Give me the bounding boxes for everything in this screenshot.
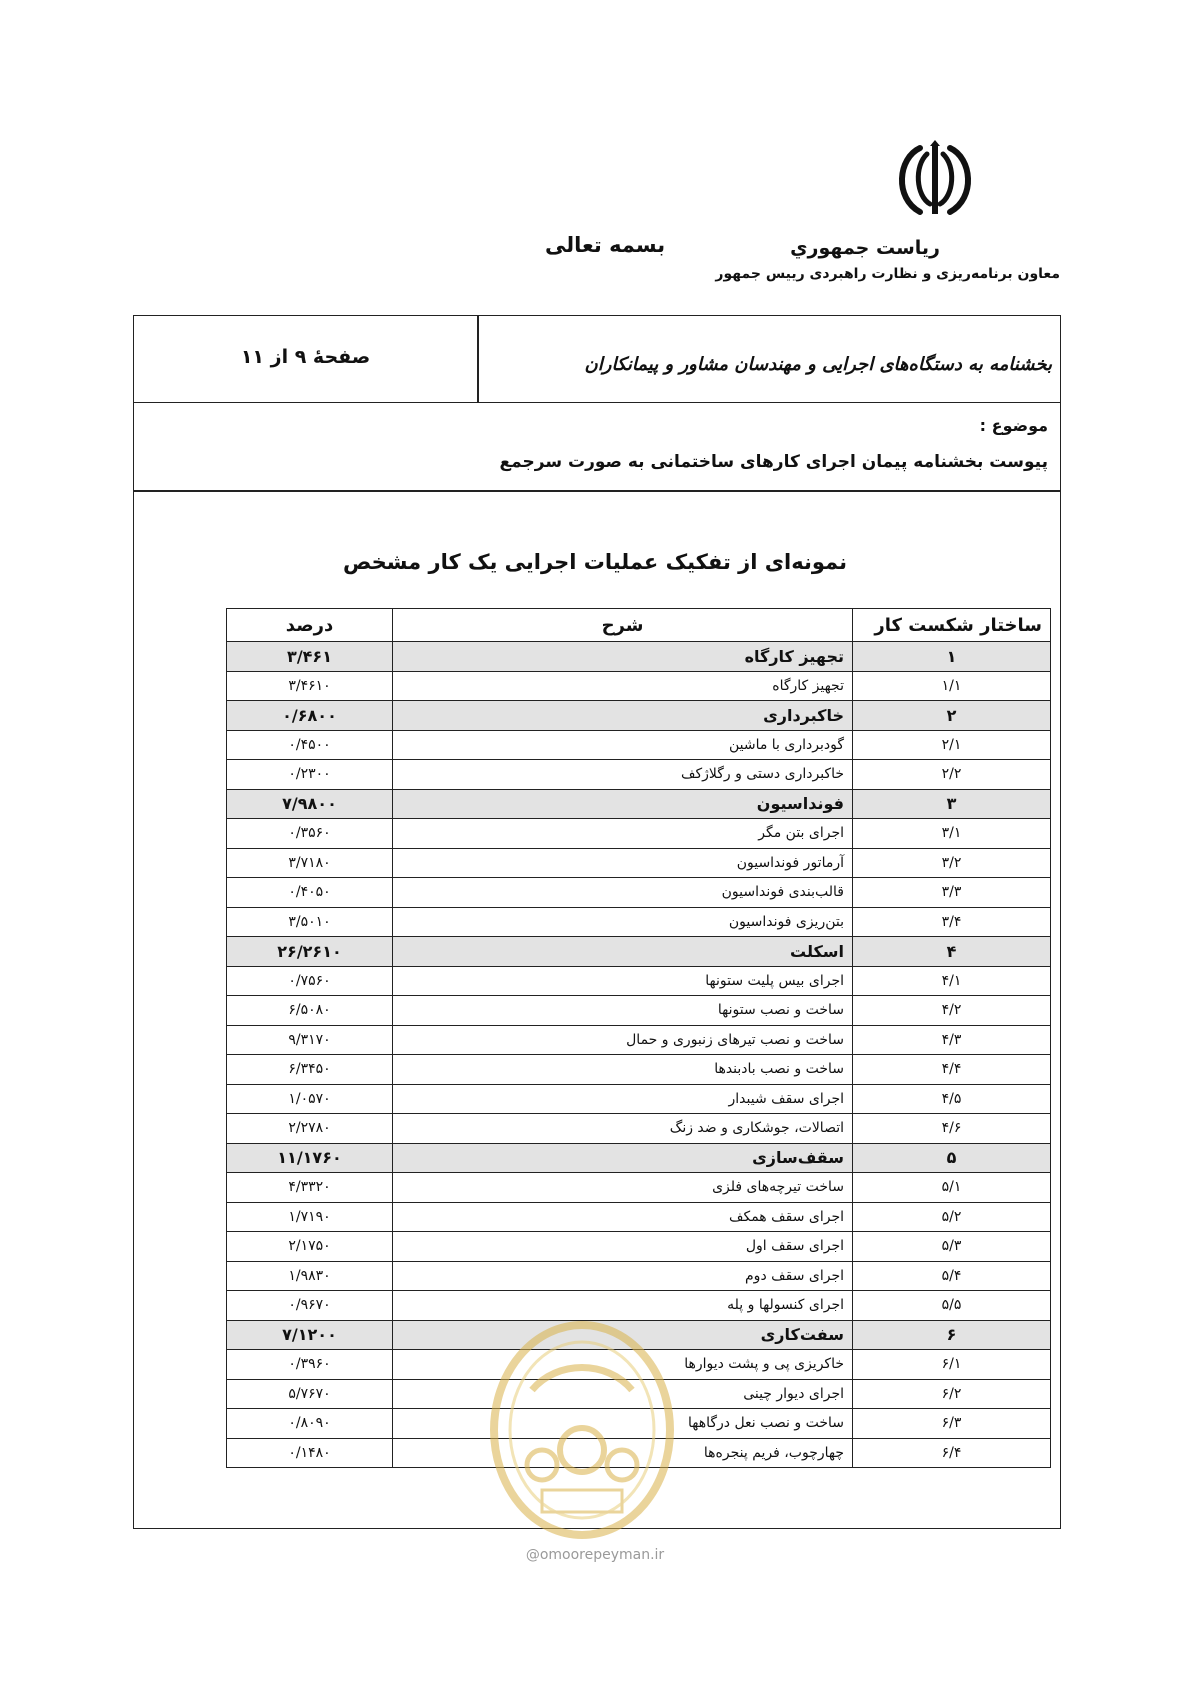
- header-percent: درصد: [227, 609, 393, 642]
- wbs-code-cell: ۲/۱: [853, 730, 1051, 760]
- description-cell: ساخت و نصب ستونها: [393, 996, 853, 1026]
- table-group-row: [227, 1143, 1051, 1173]
- table-group-row: [227, 701, 1051, 731]
- table-row: [227, 1438, 1051, 1468]
- description-cell: ساخت و نصب نعل درگاهها: [393, 1409, 853, 1439]
- wbs-code-cell: ۴: [853, 937, 1051, 967]
- percent-cell: ۲/۲۷۸۰: [227, 1114, 393, 1144]
- description-cell: اتصالات، جوشکاری و ضد زنگ: [393, 1114, 853, 1144]
- percent-cell: ۴/۳۳۲۰: [227, 1173, 393, 1203]
- table-row: [227, 1379, 1051, 1409]
- description-cell: تجهیز کارگاه: [393, 642, 853, 672]
- percent-cell: ۳/۴۶۱: [227, 642, 393, 672]
- table-row: [227, 760, 1051, 790]
- percent-cell: ۰/۷۵۶۰: [227, 966, 393, 996]
- wbs-code-cell: ۶/۲: [853, 1379, 1051, 1409]
- percent-cell: ۱۱/۱۷۶۰: [227, 1143, 393, 1173]
- percent-cell: ۶/۳۴۵۰: [227, 1055, 393, 1085]
- percent-cell: ۰/۳۹۶۰: [227, 1350, 393, 1380]
- percent-cell: ۶/۵۰۸۰: [227, 996, 393, 1026]
- wbs-code-cell: ۴/۱: [853, 966, 1051, 996]
- table-row: [227, 1202, 1051, 1232]
- percent-cell: ۱/۰۵۷۰: [227, 1084, 393, 1114]
- bismillah-heading: بسمه تعالی: [545, 233, 666, 257]
- percent-cell: ۲/۱۷۵۰: [227, 1232, 393, 1262]
- table-group-row: [227, 1320, 1051, 1350]
- description-cell: گودبرداری با ماشین: [393, 730, 853, 760]
- subject-label: موضوع :: [979, 416, 1048, 435]
- description-cell: اجرای کنسولها و پله: [393, 1291, 853, 1321]
- percent-cell: ۷/۹۸۰۰: [227, 789, 393, 819]
- description-cell: آرماتور فونداسیون: [393, 848, 853, 878]
- percent-cell: ۰/۸۰۹۰: [227, 1409, 393, 1439]
- wbs-code-cell: ۳/۱: [853, 819, 1051, 849]
- percent-cell: ۰/۲۳۰۰: [227, 760, 393, 790]
- wbs-code-cell: ۶/۴: [853, 1438, 1051, 1468]
- description-cell: اجرای سقف شیبدار: [393, 1084, 853, 1114]
- table-row: [227, 878, 1051, 908]
- deputy-office-title: معاون برنامه‌ریزی و نظارت راهبردی رییس جمهور: [715, 266, 1060, 282]
- percent-cell: ۱/۷۱۹۰: [227, 1202, 393, 1232]
- wbs-code-cell: ۱: [853, 642, 1051, 672]
- table-row: [227, 1173, 1051, 1203]
- description-cell: اجرای دیوار چینی: [393, 1379, 853, 1409]
- wbs-code-cell: ۴/۴: [853, 1055, 1051, 1085]
- description-cell: سقف‌سازی: [393, 1143, 853, 1173]
- description-cell: بتن‌ریزی فونداسیون: [393, 907, 853, 937]
- percent-cell: ۰/۹۶۷۰: [227, 1291, 393, 1321]
- wbs-code-cell: ۵/۳: [853, 1232, 1051, 1262]
- table-row: [227, 848, 1051, 878]
- percent-cell: ۳/۵۰۱۰: [227, 907, 393, 937]
- description-cell: خاکبرداری دستی و رگلاژکف: [393, 760, 853, 790]
- table-row: [227, 1055, 1051, 1085]
- description-cell: تجهیز کارگاه: [393, 671, 853, 701]
- description-cell: سفت‌کاری: [393, 1320, 853, 1350]
- presidency-title: رياست جمهوري: [790, 237, 940, 259]
- description-cell: قالب‌بندی فونداسیون: [393, 878, 853, 908]
- table-row: [227, 996, 1051, 1026]
- page-number: صفحهٔ ۹ از ۱۱: [240, 346, 371, 368]
- table-row: [227, 671, 1051, 701]
- wbs-code-cell: ۳/۲: [853, 848, 1051, 878]
- description-cell: اجرای سقف دوم: [393, 1261, 853, 1291]
- header-divider: [477, 316, 479, 402]
- description-cell: فونداسیون: [393, 789, 853, 819]
- percent-cell: ۰/۶۸۰۰: [227, 701, 393, 731]
- header-box: [133, 315, 1061, 491]
- table-row: [227, 1261, 1051, 1291]
- percent-cell: ۹/۳۱۷۰: [227, 1025, 393, 1055]
- percent-cell: ۳/۴۶۱۰: [227, 671, 393, 701]
- table-row: [227, 1114, 1051, 1144]
- description-cell: اسکلت: [393, 937, 853, 967]
- wbs-code-cell: ۵/۴: [853, 1261, 1051, 1291]
- percent-cell: ۰/۴۵۰۰: [227, 730, 393, 760]
- description-cell: چهارچوب، فریم پنجره‌ها: [393, 1438, 853, 1468]
- table-row: [227, 966, 1051, 996]
- description-cell: خاکریزی پی و پشت دیوارها: [393, 1350, 853, 1380]
- wbs-code-cell: ۵/۲: [853, 1202, 1051, 1232]
- percent-cell: ۰/۴۰۵۰: [227, 878, 393, 908]
- wbs-code-cell: ۴/۶: [853, 1114, 1051, 1144]
- percent-cell: ۵/۷۶۷۰: [227, 1379, 393, 1409]
- breakdown-table: [226, 608, 1051, 1468]
- wbs-code-cell: ۴/۳: [853, 1025, 1051, 1055]
- wbs-code-cell: ۶/۳: [853, 1409, 1051, 1439]
- percent-cell: ۳/۷۱۸۰: [227, 848, 393, 878]
- wbs-code-cell: ۲: [853, 701, 1051, 731]
- description-cell: ساخت تیرچه‌های فلزی: [393, 1173, 853, 1203]
- table-group-row: [227, 937, 1051, 967]
- table-row: [227, 907, 1051, 937]
- header-description: شرح: [393, 609, 853, 642]
- wbs-code-cell: ۵/۱: [853, 1173, 1051, 1203]
- wbs-code-cell: ۴/۲: [853, 996, 1051, 1026]
- table-row: [227, 1350, 1051, 1380]
- table-group-row: [227, 642, 1051, 672]
- wbs-code-cell: ۶/۱: [853, 1350, 1051, 1380]
- table-row: [227, 1291, 1051, 1321]
- website-watermark: @omoorepeyman.ir: [525, 1547, 665, 1563]
- description-cell: اجرای سقف اول: [393, 1232, 853, 1262]
- percent-cell: ۲۶/۲۶۱۰: [227, 937, 393, 967]
- wbs-code-cell: ۳/۴: [853, 907, 1051, 937]
- percent-cell: ۰/۱۴۸۰: [227, 1438, 393, 1468]
- table-title: نمونه‌ای از تفکیک عملیات اجرایی یک کار مشخص: [343, 550, 847, 574]
- header-wbs: ساختار شکست کار: [853, 609, 1051, 642]
- description-cell: خاکبرداری: [393, 701, 853, 731]
- circular-title: بخشنامه به دستگاه‌های اجرایی و مهندسان مشاور و پیمانکاران: [584, 354, 1052, 375]
- table-row: [227, 1409, 1051, 1439]
- wbs-code-cell: ۱/۱: [853, 671, 1051, 701]
- description-cell: اجرای سقف همکف: [393, 1202, 853, 1232]
- wbs-code-cell: ۶: [853, 1320, 1051, 1350]
- percent-cell: ۱/۹۸۳۰: [227, 1261, 393, 1291]
- percent-cell: ۰/۳۵۶۰: [227, 819, 393, 849]
- table-header-row: [227, 609, 1051, 642]
- wbs-code-cell: ۴/۵: [853, 1084, 1051, 1114]
- wbs-code-cell: ۲/۲: [853, 760, 1051, 790]
- table-row: [227, 730, 1051, 760]
- description-cell: ساخت و نصب تیرهای زنبوری و حمال: [393, 1025, 853, 1055]
- description-cell: اجرای بتن مگر: [393, 819, 853, 849]
- table-row: [227, 1232, 1051, 1262]
- wbs-code-cell: ۵: [853, 1143, 1051, 1173]
- wbs-code-cell: ۳/۳: [853, 878, 1051, 908]
- description-cell: اجرای بیس پلیت ستونها: [393, 966, 853, 996]
- table-row: [227, 1084, 1051, 1114]
- description-cell: ساخت و نصب بادبندها: [393, 1055, 853, 1085]
- table-row: [227, 1025, 1051, 1055]
- wbs-code-cell: ۳: [853, 789, 1051, 819]
- table-row: [227, 819, 1051, 849]
- wbs-code-cell: ۵/۵: [853, 1291, 1051, 1321]
- table-group-row: [227, 789, 1051, 819]
- iran-emblem-icon: [880, 140, 990, 220]
- percent-cell: ۷/۱۲۰۰: [227, 1320, 393, 1350]
- subject-text: پیوست بخشنامه پیمان اجرای کارهای ساختمانی به صورت سرجمع: [499, 452, 1048, 472]
